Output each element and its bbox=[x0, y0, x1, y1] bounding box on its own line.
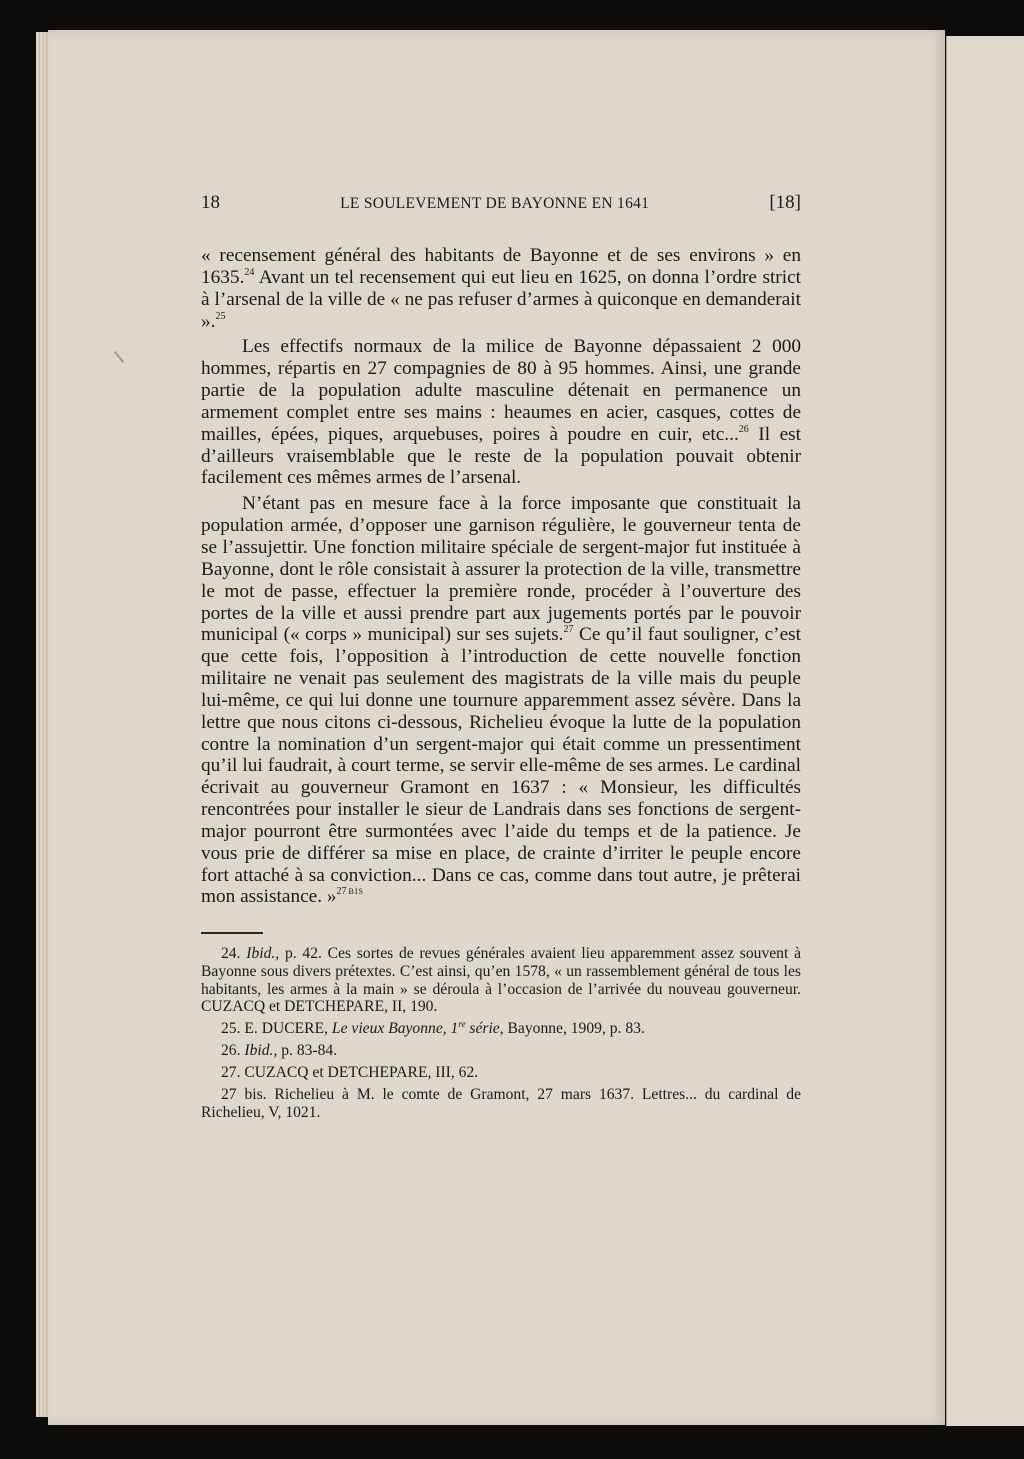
footnote-24 bbox=[201, 945, 801, 1015]
footnote-text: , p. 83-84. bbox=[273, 1042, 338, 1060]
paragraph bbox=[201, 245, 801, 332]
running-title: LE SOULEVEMENT DE BAYONNE EN 1641 bbox=[340, 195, 650, 212]
footnote-number: 24. bbox=[221, 945, 241, 963]
page-content bbox=[201, 192, 801, 1126]
paragraph bbox=[201, 336, 801, 489]
footnotes bbox=[201, 945, 801, 1121]
footnote-text: , Bayonne, 1909, p. 83. bbox=[499, 1020, 645, 1038]
text-run: Avant un tel recensement qui eut lieu en 1625, on donna l’ordre strict à l’arsenal de la ville de « ne pas refuser d’armes à quiconque en demanderait ». bbox=[201, 266, 801, 332]
page-edges bbox=[36, 32, 48, 1417]
text-run: « recensement général des habitants de Bayonne et de ses environs » en 1635. bbox=[201, 245, 801, 288]
footnote-ibid: Ibid. bbox=[246, 945, 276, 963]
footnote-ibid: Ibid. bbox=[244, 1042, 274, 1060]
footnote-number: 27 bis. bbox=[221, 1086, 267, 1104]
footnote-ref: 25 bbox=[215, 310, 226, 322]
footnote-26 bbox=[201, 1042, 801, 1060]
footnote-title-sup: re bbox=[458, 1019, 466, 1030]
running-head bbox=[201, 192, 801, 226]
footnote-27 bbox=[201, 1064, 801, 1082]
footnote-title-end: série bbox=[465, 1020, 500, 1038]
footnote-ref: 26 bbox=[738, 423, 749, 435]
footnote-ref-suffix: BIS bbox=[348, 887, 364, 897]
body-text bbox=[201, 245, 801, 908]
bracket-page-number: [18] bbox=[769, 192, 801, 213]
footnote-number: 27. bbox=[221, 1064, 241, 1082]
footnote-ref: 27 bbox=[563, 624, 574, 636]
footnote-25 bbox=[201, 1020, 801, 1038]
paper-mark bbox=[114, 351, 125, 363]
footnote-rule bbox=[201, 932, 263, 934]
footnote-text: CUZACQ et DETCHEPARE, III, 62. bbox=[240, 1064, 479, 1082]
footnote-ref bbox=[336, 886, 363, 897]
footnote-ref-number: 27 bbox=[336, 886, 347, 898]
footnote-ref: 24 bbox=[244, 266, 255, 278]
footnote-number: 25. bbox=[221, 1020, 241, 1038]
footnote-title bbox=[332, 1020, 500, 1037]
footnote-text: Richelieu à M. le comte de Gramont, 27 mars 1637. Lettres... du cardinal de Richelieu, V, 1021. bbox=[201, 1086, 801, 1122]
text-run: N’étant pas en mesure face à la force imposante que constituait la population armée, d’opposer une garnison régulière, le gouverneur tenta de se l’assujettir. Une fonction militaire spéciale de sergent-major fut instituée à Bayonne, dont le rôle consistait à assurer la protection de la ville, transmettre le mot de passe, effectuer la première ronde, procéder à l’ouverture des portes de la ville et aussi prendre part aux jugements portés par le pouvoir municipal (« corps » municipal) sur ses sujets. bbox=[201, 493, 801, 646]
footnote-title-text: Le vieux Bayonne, 1 bbox=[331, 1020, 459, 1038]
footnote-27bis bbox=[201, 1086, 801, 1121]
footnote-text: , p. 42. Ces sortes de revues générales avaient lieu apparemment assez souvent à Bayonne sous divers prétextes. C’est ainsi, qu’en 1578, « un rassemblement général de tous les habitants, les armes à la main » se déroula à l’occasion de l’arrivée du nouveau gouverneur. CUZACQ et DETCHEPARE, II, 190. bbox=[201, 945, 801, 1016]
text-run: Il est d’ailleurs vraisemblable que le reste de la population pouvait obtenir facilement ces mêmes armes de l’arsenal. bbox=[201, 423, 801, 489]
text-run: Les effectifs normaux de la milice de Bayonne dépassaient 2 000 hommes, répartis en 27 compagnies de 80 à 95 hommes. Ainsi, une grande partie de la population adulte masculine détenait en permanence un armement complet entre ses mains : heaumes en acier, casques, cottes de mailles, épées, piques, arquebuses, poires à poudre en cuir, etc... bbox=[201, 336, 801, 445]
facing-page-edge bbox=[946, 36, 1024, 1426]
footnote-number: 26. bbox=[221, 1042, 241, 1060]
footnote-author: E. DUCERE, bbox=[240, 1020, 332, 1038]
paragraph bbox=[201, 493, 801, 908]
text-run: Ce qu’il faut souligner, c’est que cette fois, l’opposition à l’introduction de cette nouvelle fonction militaire ne venait pas seulement des magistrats de la ville mais du peuple lui-même, ce qui lui donne une tournure apparemment assez sévère. Dans la lettre que nous citons ci-dessous, Richelieu évoque la lutte de la population contre la nomination d’un sergent-major qui était comme un pressentiment qu’il lui faudrait, à court terme, se servir elle-même de ses armes. Le cardinal écrivait au gouverneur Gramont en 1637 : « Monsieur, les difficultés rencontrées pour installer le sieur de Landrais dans ses fonctions de sergent-major pourront être surmontées avec l’aide du temps et de la patience. Je vous prie de différer sa mise en place, de crainte d’irriter le peuple encore fort attaché à sa conviction... Dans ce cas, comme dans tout autre, je prêterai mon assistance. » bbox=[201, 624, 801, 908]
page-number: 18 bbox=[201, 192, 220, 213]
